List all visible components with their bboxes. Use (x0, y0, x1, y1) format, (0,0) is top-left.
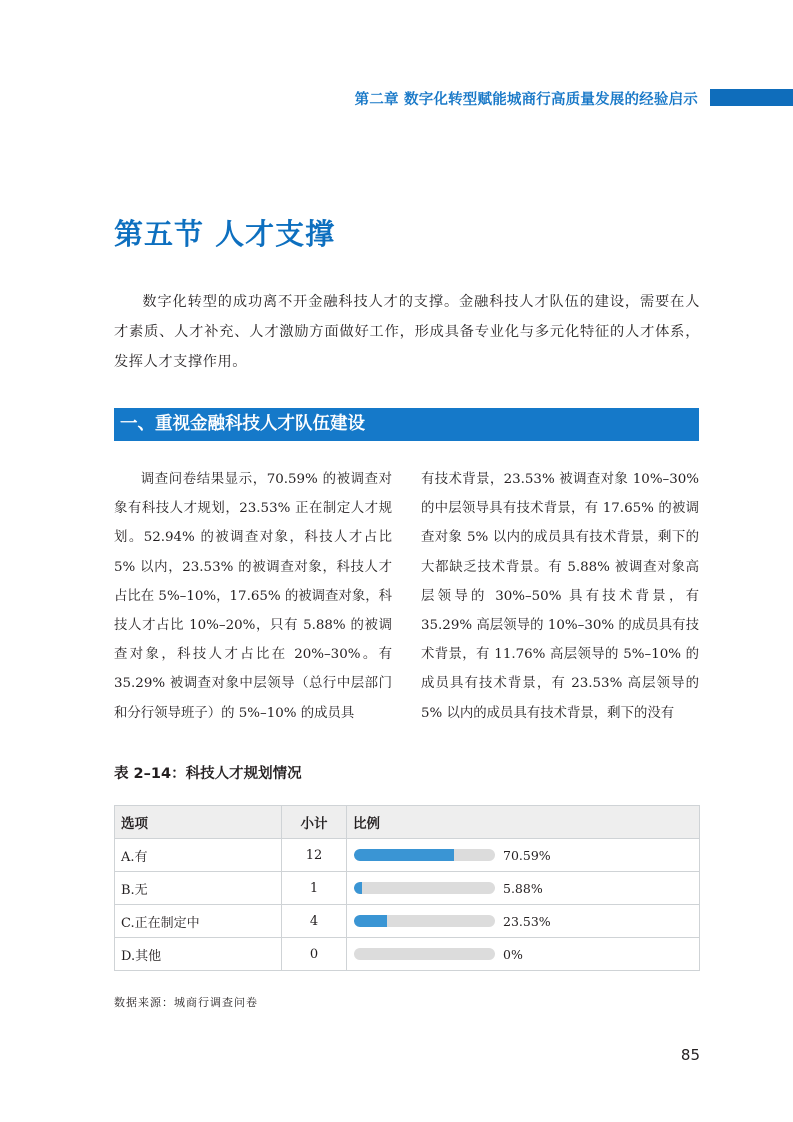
table-row (115, 938, 700, 971)
running-header: 第二章 数字化转型赋能城商行高质量发展的经验启示 (354, 92, 698, 108)
row-percent: 0% (503, 946, 523, 962)
header-option: 选项 (115, 806, 282, 839)
progress-track (354, 948, 495, 960)
progress-fill (354, 882, 362, 894)
row-count: 12 (282, 839, 347, 872)
body-text-right: 有技术背景，23.53% 被调查对象 10%–30% 的中层领导具有技术背景，有 17.65% 的被调查对象 5% 以内的成员具有技术背景，剩下的大都缺乏技术背景。有 5.88% 被调查对象高层领导的 30%–50% 具有技术背景，有 35.29% 高层领导的 10%–30% 的成员具有技术背景，有 11.76% 高层领导的 5%–10% 的成员具有技术背景，有 23.53% 高层领导的 5% 以内的成员具有技术背景，剩下的没有 (421, 472, 699, 721)
row-ratio (347, 872, 700, 905)
table-header-row (115, 806, 700, 839)
body-column-left (114, 465, 392, 727)
table-row (115, 872, 700, 905)
row-count: 4 (282, 905, 347, 938)
survey-table (114, 805, 700, 971)
row-percent: 5.88% (503, 880, 543, 896)
body-column-right (421, 465, 699, 727)
row-ratio (347, 905, 700, 938)
table-caption: 表 2–14：科技人才规划情况 (114, 766, 302, 782)
header-count: 小计 (282, 806, 347, 839)
data-source-note: 数据来源：城商行调查问卷 (114, 996, 258, 1009)
row-option: D.其他 (115, 938, 282, 971)
table-row (115, 839, 700, 872)
subsection-heading: 一、重视金融科技人才队伍建设 (114, 408, 699, 441)
section-title: 第五节 人才支撑 (114, 217, 336, 251)
progress-fill (354, 849, 454, 861)
row-ratio (347, 839, 700, 872)
row-option: A.有 (115, 839, 282, 872)
row-count: 0 (282, 938, 347, 971)
row-percent: 70.59% (503, 847, 551, 863)
header-ratio: 比例 (347, 806, 700, 839)
header-accent-bar (710, 89, 793, 106)
row-percent: 23.53% (503, 913, 551, 929)
row-count: 1 (282, 872, 347, 905)
row-option: C.正在制定中 (115, 905, 282, 938)
progress-fill (354, 915, 387, 927)
progress-track (354, 915, 495, 927)
row-ratio (347, 938, 700, 971)
row-option: B.无 (115, 872, 282, 905)
intro-paragraph: 数字化转型的成功离不开金融科技人才的支撑。金融科技人才队伍的建设，需要在人才素质、人才补充、人才激励方面做好工作，形成具备专业化与多元化特征的人才体系，发挥人才支撑作用。 (114, 294, 700, 370)
body-text-left: 调查问卷结果显示，70.59% 的被调查对象有科技人才规划，23.53% 正在制定人才规划。52.94% 的被调查对象，科技人才占比 5% 以内，23.53% 的被调查对象，科技人才占比在 5%–10%，17.65% 的被调查对象，科技人才占比 10%–20%，只有 5.88% 的被调查对象，科技人才占比在 20%–30%。有 35.29% 被调查对象中层领导（总行中层部门和分行领导班子）的 5%–10% 的成员具 (114, 472, 392, 721)
table-row (115, 905, 700, 938)
page-number: 85 (680, 1046, 700, 1064)
progress-track (354, 849, 495, 861)
progress-track (354, 882, 495, 894)
